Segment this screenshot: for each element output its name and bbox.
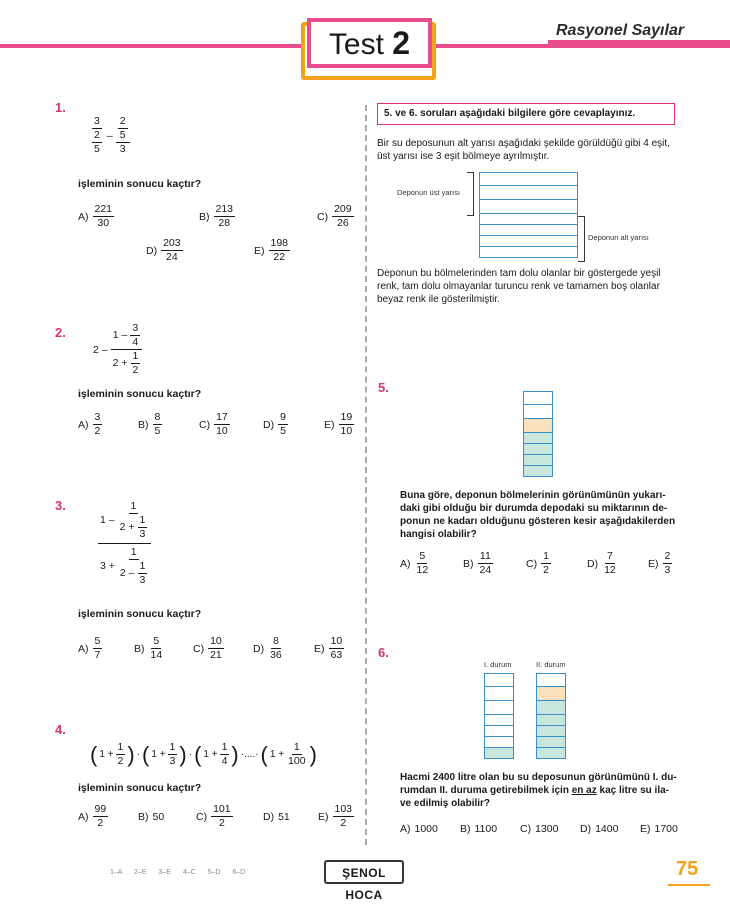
q3-option-c[interactable]: [193, 635, 224, 662]
depot-cell: [479, 200, 578, 214]
option-value: 1700: [654, 823, 678, 835]
expr-term: 1 +: [151, 749, 166, 760]
option-num: 3: [94, 411, 101, 423]
expr-den: 3: [139, 574, 146, 586]
option-label: A): [78, 810, 89, 823]
option-label: B): [134, 642, 145, 655]
q2-option-e[interactable]: [324, 411, 354, 438]
option-den: 26: [337, 217, 349, 229]
option-label: E): [254, 244, 265, 257]
q5-text-3: ponun ne kadarı olduğunu gösteren kesir aşağıdakilerden: [400, 516, 676, 527]
expr-num: 1: [221, 741, 228, 753]
q6-option-d[interactable]: [580, 823, 618, 835]
depot-cell-empty: [484, 715, 514, 726]
q6-text-2: [400, 785, 669, 796]
option-den: 2: [97, 817, 104, 829]
test-badge: [307, 18, 432, 68]
option-label: E): [318, 810, 329, 823]
depot-cell-partial: [536, 687, 566, 701]
question-3-expression: [98, 500, 151, 587]
q1-option-b[interactable]: [199, 203, 235, 230]
expr-lead: 2 –: [93, 343, 108, 356]
q1-option-c[interactable]: [317, 203, 354, 230]
page-number: 75: [676, 858, 699, 880]
option-num: 198: [270, 237, 289, 249]
depot-cell-empty: [523, 391, 553, 405]
option-label: C): [520, 823, 532, 835]
option-label: B): [138, 418, 149, 431]
q5-depot-diagram: [523, 391, 553, 477]
q6-text-2b: kaç litre su ila-: [599, 785, 669, 796]
option-den: 3: [664, 564, 671, 576]
option-label: A): [78, 642, 89, 655]
depot-cell-empty: [484, 726, 514, 737]
ellipsis: ·....·: [240, 749, 259, 760]
expr-den: 4: [221, 755, 228, 767]
column-divider: [365, 105, 367, 845]
q1-option-d[interactable]: [146, 237, 183, 264]
q3-option-a[interactable]: [78, 635, 102, 662]
option-label: A): [78, 418, 89, 431]
option-num: 103: [334, 803, 353, 815]
option-den: 2: [218, 817, 225, 829]
depot-cell-empty: [484, 687, 514, 701]
option-num: 17: [216, 411, 228, 423]
subject-title: Rasyonel Sayılar: [552, 22, 688, 40]
depot-cell-full: [536, 748, 566, 759]
option-label: D): [146, 244, 158, 257]
test-number: 2: [392, 25, 411, 61]
depot-cell: [479, 247, 578, 258]
option-num: 221: [94, 203, 113, 215]
depot-cell-full: [523, 433, 553, 444]
option-den: 21: [210, 649, 222, 661]
question-2-number: 2.: [55, 325, 66, 340]
state-2-depot: [536, 673, 566, 759]
question-3-prompt: işleminin sonucu kaçtır?: [78, 608, 202, 620]
option-num: 19: [340, 411, 353, 423]
option-label: D): [587, 557, 599, 570]
depot-cell-full: [536, 715, 566, 726]
q6-option-e[interactable]: [640, 823, 678, 835]
q5-option-a[interactable]: [400, 550, 430, 577]
option-label: E): [648, 557, 659, 570]
option-den: 28: [218, 217, 231, 229]
option-den: 12: [604, 564, 616, 576]
expr-num: 3: [132, 322, 139, 334]
option-den: 2: [340, 817, 347, 829]
q4-option-c[interactable]: [196, 803, 233, 830]
q5-text-1: Buna göre, deponun bölmelerinin görünümünün yukarı-: [400, 490, 666, 501]
expr-term: 1 +: [99, 749, 114, 760]
option-den: 36: [270, 649, 282, 661]
expr-num: 1: [139, 514, 146, 526]
option-num: 10: [330, 635, 343, 647]
page-number-underline: [668, 884, 710, 886]
upper-half-label: Deponun üst yarısı: [397, 188, 460, 197]
q1-option-e[interactable]: [254, 237, 290, 264]
q2-option-a[interactable]: [78, 411, 102, 438]
option-num: 5: [153, 635, 160, 647]
expr-num: 1: [130, 546, 137, 558]
option-value: 1100: [474, 823, 498, 835]
option-value: 51: [278, 811, 290, 823]
expr-den: 100: [288, 755, 306, 767]
expr-den: 3: [169, 755, 176, 767]
q4-option-d[interactable]: [263, 811, 290, 823]
option-label: C): [193, 642, 205, 655]
depot-diagram: [479, 172, 578, 258]
option-num: 209: [334, 203, 352, 215]
option-num: 8: [273, 635, 279, 647]
option-value: 50: [152, 811, 165, 823]
expr-num: 3: [94, 115, 100, 127]
depot-cell-empty: [484, 673, 514, 687]
expr-den: 3: [139, 528, 146, 540]
depot-cell-empty: [536, 673, 566, 687]
expr-num: 1: [117, 741, 124, 753]
option-den: 2: [94, 425, 101, 437]
depot-cell-full: [536, 726, 566, 737]
expr-num: 1: [139, 560, 146, 572]
question-4-number: 4.: [55, 722, 66, 737]
dot-operator: ·: [188, 749, 193, 760]
option-num: 8: [154, 411, 161, 423]
q5-text-4: hangisi olabilir?: [400, 529, 477, 540]
option-den: 7: [94, 649, 101, 661]
q6-emphasis: en az: [571, 785, 597, 796]
option-den: 24: [166, 251, 178, 263]
lower-half-brace: [578, 216, 585, 262]
q5-option-b[interactable]: [463, 550, 493, 577]
option-den: 30: [97, 217, 110, 229]
q3-option-b[interactable]: [134, 635, 164, 662]
option-label: D): [263, 811, 275, 823]
option-label: E): [314, 642, 325, 655]
depot-cell-empty: [523, 405, 553, 419]
depot-cell-full: [523, 444, 553, 455]
depot-cell-full: [523, 466, 553, 477]
option-label: B): [138, 811, 149, 823]
option-den: 12: [416, 564, 429, 576]
upper-half-brace: [467, 172, 474, 216]
q1-option-a[interactable]: [78, 203, 114, 230]
question-2-prompt: işleminin sonucu kaçtır?: [78, 388, 202, 400]
expr-term: 1 –: [100, 514, 115, 526]
q4-option-a[interactable]: [78, 803, 108, 830]
state-1-depot: [484, 673, 514, 759]
expr-term: 3 +: [100, 560, 115, 572]
expr-num: 2: [119, 115, 126, 127]
expr-term: 1 +: [269, 749, 285, 760]
expr-term: 1 +: [203, 749, 218, 760]
question-1-expression: [90, 115, 130, 156]
option-label: A): [400, 557, 411, 570]
option-label: C): [199, 418, 211, 431]
option-den: 14: [150, 649, 163, 661]
question-2-expression: [93, 322, 142, 377]
q6-option-a[interactable]: [400, 823, 438, 835]
option-label: B): [463, 557, 474, 570]
q5-option-c[interactable]: [526, 550, 551, 577]
option-label: D): [580, 823, 592, 835]
info-line-1: Bir su deposunun alt yarısı aşağıdaki şekilde görüldüğü gibi 4 eşit,: [377, 138, 670, 149]
depot-cell-full: [484, 748, 514, 759]
option-label: C): [526, 557, 538, 570]
depot-cell: [479, 186, 578, 200]
q6-text-2a: rumdan II. duruma getirebilmek için: [400, 785, 569, 796]
q2-option-c[interactable]: [199, 411, 230, 438]
option-num: 9: [280, 411, 286, 423]
expr-term: 2 –: [119, 567, 135, 579]
expr-term: 2 +: [119, 521, 135, 533]
option-den: 22: [273, 251, 286, 263]
question-1-number: 1.: [55, 100, 66, 115]
expr-den: 5: [119, 129, 126, 141]
question-1-prompt: işleminin sonucu kaçtır?: [78, 178, 202, 190]
state-1-label: I. durum: [484, 660, 512, 669]
option-label: A): [78, 210, 89, 223]
question-5-number: 5.: [378, 380, 389, 395]
info-line-3: Deponun bu bölmelerinden tam dolu olanlar bir göstergede yeşil: [377, 268, 661, 279]
q4-option-b[interactable]: [138, 811, 164, 823]
option-value: 1000: [414, 823, 438, 835]
expr-den: 5: [94, 143, 100, 155]
option-num: 213: [215, 203, 234, 215]
expr-num: 1: [169, 741, 176, 753]
depot-cell: [479, 236, 578, 247]
depot-cell-empty: [484, 737, 514, 748]
q6-text-1: Hacmi 2400 litre olan bu su deposunun görünümünü I. du-: [400, 772, 677, 783]
option-num: 203: [163, 237, 181, 249]
question-4-prompt: işleminin sonucu kaçtır?: [78, 782, 202, 794]
info-line-2: üst yarısı ise 3 eşit bölmeye ayrılmıştır.: [377, 151, 550, 162]
q3-option-e[interactable]: [314, 635, 344, 662]
option-num: 5: [94, 635, 101, 647]
minus-sign: –: [106, 129, 113, 142]
q5-option-e[interactable]: [648, 550, 672, 577]
dot-operator: ·: [136, 749, 141, 760]
option-num: 1: [543, 550, 549, 562]
q4-option-e[interactable]: [318, 803, 354, 830]
state-2-label: II. durum: [536, 660, 566, 669]
option-num: 99: [94, 803, 107, 815]
option-den: 2: [543, 564, 549, 576]
info-line-4: renk, tam dolu olmayanlar turuncu renk ve tamamen boş olanlar: [377, 281, 660, 292]
expr-term: 1 –: [112, 329, 128, 341]
option-value: 1300: [535, 823, 559, 835]
answer-key: 1–A 2–E 3–E 4–C 5–D 6–D: [110, 869, 246, 876]
depot-cell: [479, 214, 578, 225]
option-label: E): [640, 823, 651, 835]
question-4-expression: ( 1 + $\frac{1}{2}$ ) · ( 1 + $\frac{1}{3}$ ) · ( 1 + $\frac{1}{4}$ ) ·....· ( 1 + $\frac{1}{100}$ ): [90, 741, 317, 767]
question-6-number: 6.: [378, 645, 389, 660]
q2-option-b[interactable]: [138, 411, 162, 438]
header-rule-left: [0, 44, 310, 48]
lower-half-label: Deponun alt yarısı: [588, 233, 649, 242]
expr-den: 2: [117, 755, 124, 767]
option-den: 5: [154, 425, 161, 437]
q6-option-b[interactable]: [460, 823, 497, 835]
depot-cell-full: [536, 737, 566, 748]
q5-text-2: daki gibi olduğu bir durumda depodaki su miktarının de-: [400, 503, 668, 514]
option-value: 1400: [595, 823, 619, 835]
option-label: D): [263, 418, 275, 431]
q5-option-d[interactable]: [587, 550, 618, 577]
expr-den: 4: [132, 336, 139, 348]
q2-option-d[interactable]: [263, 411, 288, 438]
q6-option-c[interactable]: [520, 823, 558, 835]
q6-text-3: ve edilmiş olabilir?: [400, 798, 491, 809]
subject-bar: [548, 40, 730, 47]
option-label: E): [324, 418, 335, 431]
test-label: Test: [328, 28, 384, 61]
option-num: 5: [419, 550, 426, 562]
expr-num: 2: [94, 129, 100, 141]
option-den: 63: [330, 649, 343, 661]
publisher-logo: ŞENOL HOCA: [324, 860, 404, 884]
info-box: 5. ve 6. soruları aşağıdaki bilgilere göre cevaplayınız.: [377, 103, 675, 125]
depot-cell-full: [536, 701, 566, 715]
q3-option-d[interactable]: [253, 635, 284, 662]
depot-cell-empty: [484, 701, 514, 715]
expr-term: 2 +: [112, 357, 128, 369]
option-label: C): [317, 210, 329, 223]
option-label: D): [253, 642, 265, 655]
depot-cell: [479, 172, 578, 186]
depot-cell: [479, 225, 578, 236]
question-3-number: 3.: [55, 498, 66, 513]
expr-num: 1: [293, 741, 300, 753]
option-num: 10: [210, 635, 222, 647]
option-den: 24: [479, 564, 492, 576]
expr-den: 2: [132, 364, 139, 376]
expr-den: 3: [119, 143, 126, 155]
option-num: 7: [607, 550, 613, 562]
info-line-5: beyaz renk ile gösterilmiştir.: [377, 294, 500, 305]
expr-num: 1: [132, 350, 139, 362]
option-num: 2: [664, 550, 671, 562]
option-den: 10: [340, 425, 353, 437]
depot-cell-full: [523, 455, 553, 466]
option-label: B): [199, 210, 210, 223]
option-den: 10: [216, 425, 228, 437]
option-label: A): [400, 823, 411, 835]
option-num: 11: [479, 550, 491, 562]
option-label: C): [196, 810, 208, 823]
expr-num: 1: [130, 500, 137, 512]
option-den: 5: [280, 425, 286, 437]
option-num: 101: [213, 803, 231, 815]
depot-cell-partial: [523, 419, 553, 433]
option-label: B): [460, 823, 471, 835]
